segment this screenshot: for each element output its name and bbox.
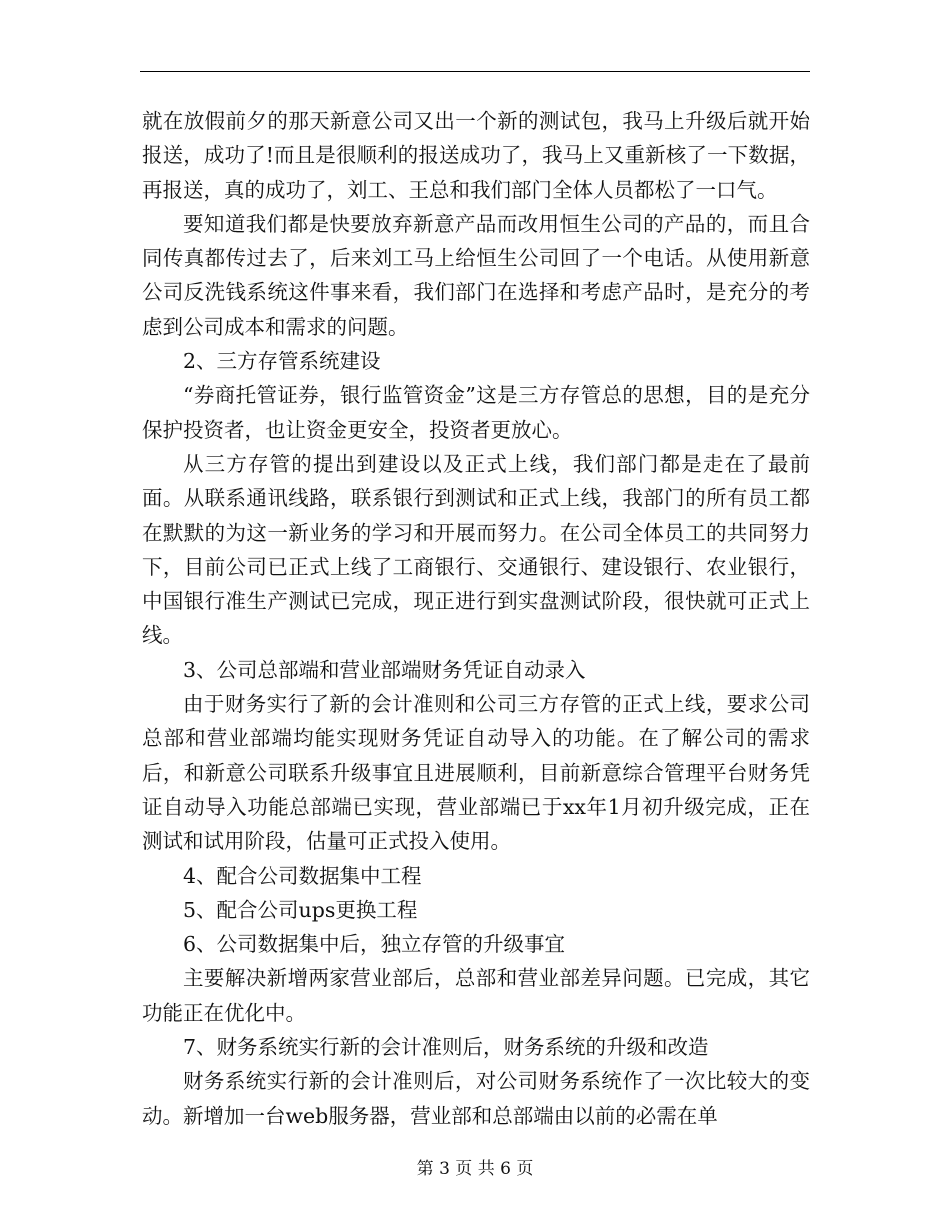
section-heading-7: 7、财务系统实行新的会计准则后，财务系统的升级和改造 (183, 1035, 709, 1060)
paragraph-3: “券商托管证券，银行监管资金”这是三方存管总的思想，目的是充分保护投资者，也让资金更安全，投资者更放心。 (142, 383, 810, 442)
section-heading-6: 6、公司数据集中后，独立存管的升级事宜 (183, 932, 566, 957)
section-heading-3: 3、公司总部端和营业部端财务凭证自动录入 (183, 657, 586, 682)
page-number-footer: 第 3 页 共 6 页 (416, 1159, 534, 1179)
paragraph-1: 就在放假前夕的那天新意公司又出一个新的测试包，我马上升级后就开始报送，成功了!而且是很顺利的报送成功了，我马上又重新核了一下数据，再报送，真的成功了，刘工、王总和我们部门全体人员都松了一口气。 (142, 109, 810, 202)
paragraph-5: 由于财务实行了新的会计准则和公司三方存管的正式上线，要求公司总部和营业部端均能实现财务凭证自动导入的功能。在了解公司的需求后，和新意公司联系升级事宜且进展顺利，目前新意综合管理平台财务凭证自动导入功能总部端已实现，营业部端已于xx年1月初升级完成，正在测试和试用阶段，估量可正式投入使用。 (142, 692, 810, 854)
section-heading-5: 5、配合公司ups更换工程 (183, 897, 418, 922)
body-text (142, 104, 810, 1133)
paragraph-2: 要知道我们都是快要放弃新意产品而改用恒生公司的产品的，而且合同传真都传过去了，后来刘工马上给恒生公司回了一个电话。从使用新意公司反洗钱系统这件事来看，我们部门在选择和考虑产品时，是充分的考虑到公司成本和需求的问题。 (142, 211, 810, 339)
paragraph-4: 从三方存管的提出到建设以及正式上线，我们部门都是走在了最前面。从联系通讯线路，联系银行到测试和正式上线，我部门的所有员工都在默默的为这一新业务的学习和开展而努力。在公司全体员工的共同努力下，目前公司已正式上线了工商银行、交通银行、建设银行、农业银行，中国银行准生产测试已完成，现正进行到实盘测试阶段，很快就可正式上线。 (142, 451, 810, 648)
section-heading-4: 4、配合公司数据集中工程 (183, 863, 422, 888)
paragraph-7: 财务系统实行新的会计准则后，对公司财务系统作了一次比较大的变动。新增加一台web服务器，营业部和总部端由以前的必需在单 (142, 1069, 810, 1128)
header-rule (140, 71, 810, 72)
paragraph-6: 主要解决新增两家营业部后，总部和营业部差异问题。已完成，其它功能正在优化中。 (142, 966, 810, 1025)
section-heading-2: 2、三方存管系统建设 (183, 349, 381, 374)
